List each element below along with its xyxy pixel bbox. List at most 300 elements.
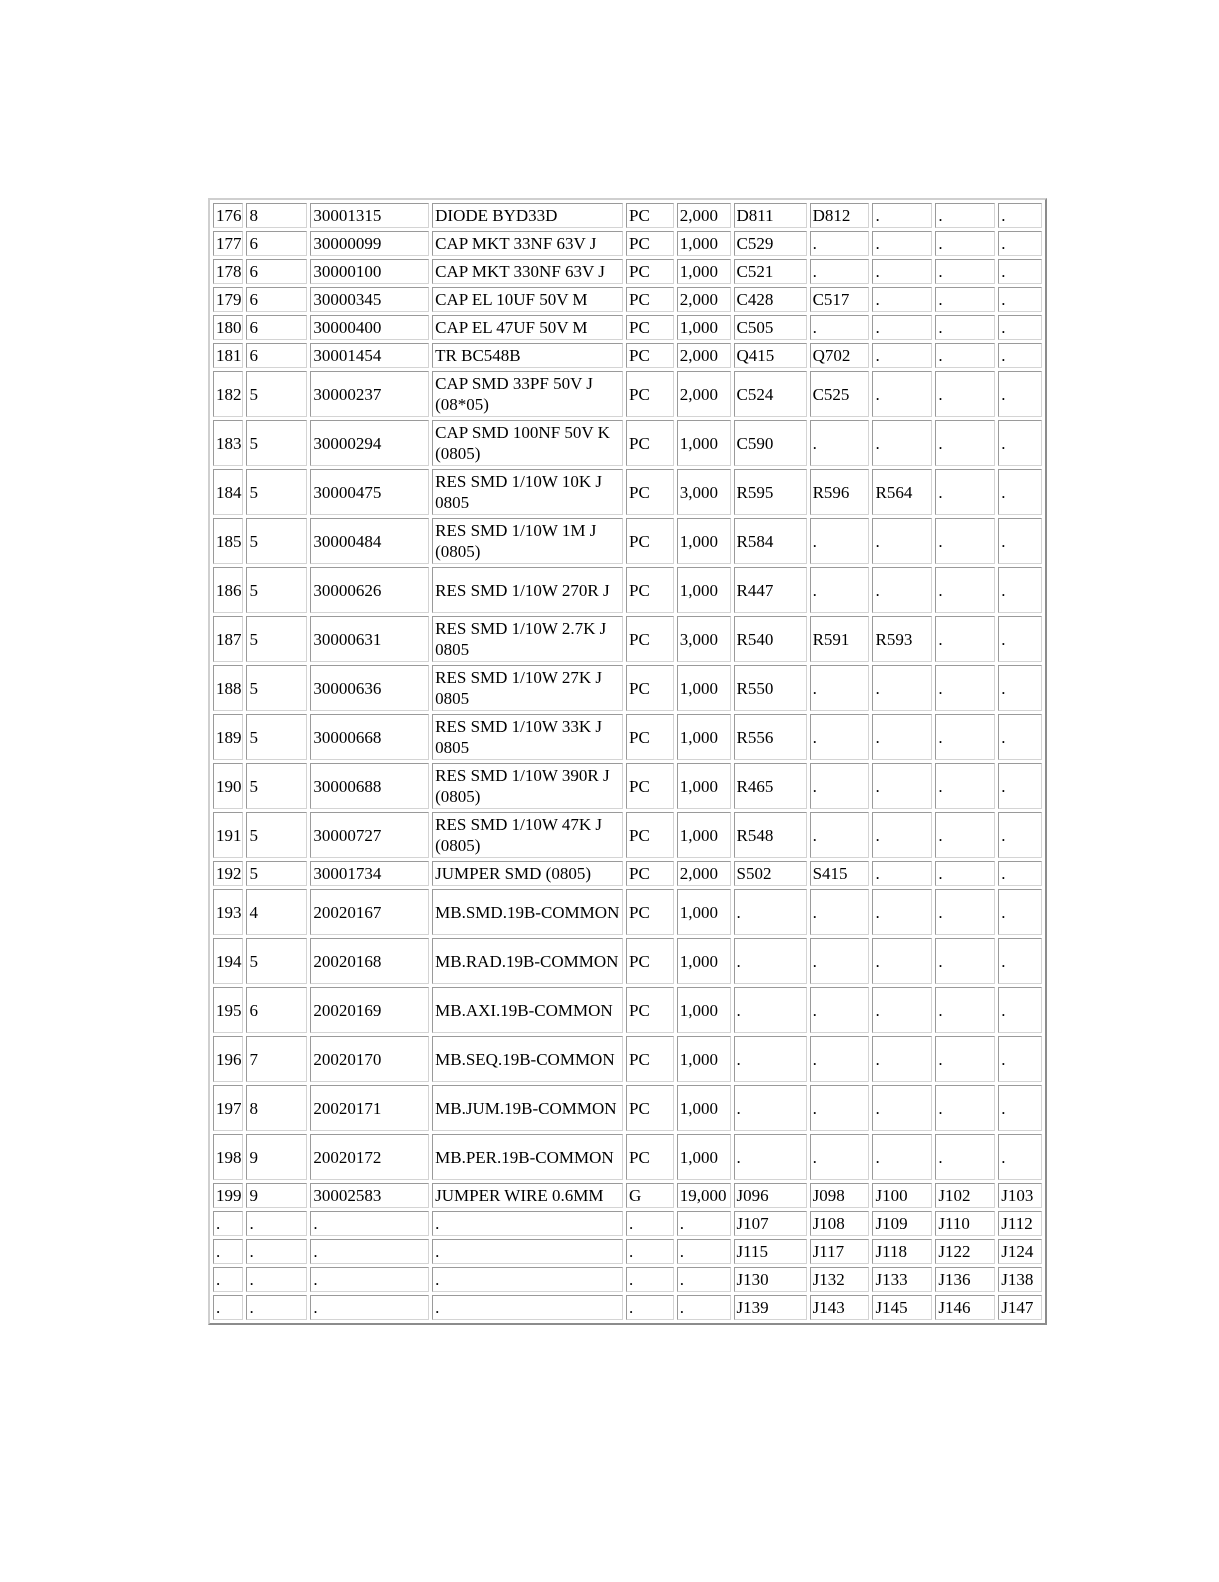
table-row (213, 469, 1042, 515)
unit-cell: PC (626, 203, 674, 228)
ref-2-cell: R596 (810, 469, 870, 515)
quantity-cell: 1,000 (677, 567, 731, 613)
unit-cell: G (626, 1183, 674, 1208)
ref-5-cell: . (998, 315, 1042, 340)
ref-2-cell: . (810, 420, 870, 466)
unit-cell: PC (626, 1036, 674, 1082)
part-number-cell: 30000626 (310, 567, 429, 613)
ref-1-cell: C521 (734, 259, 807, 284)
quantity-cell: 1,000 (677, 420, 731, 466)
ref-3-cell: R564 (872, 469, 932, 515)
ref-4-cell: . (935, 812, 995, 858)
ref-1-cell: R548 (734, 812, 807, 858)
ref-2-cell: S415 (810, 861, 870, 886)
item-no-cell: 187 (213, 616, 243, 662)
ref-5-cell: J138 (998, 1267, 1042, 1292)
level-cell: 8 (246, 203, 307, 228)
ref-5-cell: . (998, 203, 1042, 228)
item-no-cell: 190 (213, 763, 243, 809)
quantity-cell: 1,000 (677, 518, 731, 564)
part-number-cell: 30000400 (310, 315, 429, 340)
ref-5-cell: . (998, 1036, 1042, 1082)
ref-2-cell: . (810, 714, 870, 760)
level-cell: 5 (246, 518, 307, 564)
item-no-cell: 192 (213, 861, 243, 886)
ref-3-cell: R593 (872, 616, 932, 662)
ref-2-cell: . (810, 812, 870, 858)
description-cell: RES SMD 1/10W 33K J 0805 (432, 714, 623, 760)
item-no-cell: 177 (213, 231, 243, 256)
unit-cell: PC (626, 889, 674, 935)
ref-3-cell: J145 (872, 1295, 932, 1320)
ref-5-cell: . (998, 616, 1042, 662)
unit-cell: PC (626, 616, 674, 662)
description-cell: CAP EL 47UF 50V M (432, 315, 623, 340)
table-row (213, 1295, 1042, 1320)
table-row (213, 1267, 1042, 1292)
ref-1-cell: J139 (734, 1295, 807, 1320)
level-cell: 7 (246, 1036, 307, 1082)
description-cell: MB.SMD.19B-COMMON (432, 889, 623, 935)
level-cell: 5 (246, 469, 307, 515)
quantity-cell: 1,000 (677, 665, 731, 711)
description-cell: . (432, 1267, 623, 1292)
ref-1-cell: C529 (734, 231, 807, 256)
description-cell: . (432, 1239, 623, 1264)
part-number-cell: 30002583 (310, 1183, 429, 1208)
ref-1-cell: C524 (734, 371, 807, 417)
part-number-cell: 20020167 (310, 889, 429, 935)
level-cell: 6 (246, 987, 307, 1033)
ref-4-cell: J122 (935, 1239, 995, 1264)
item-no-cell: 176 (213, 203, 243, 228)
part-number-cell: 30000345 (310, 287, 429, 312)
ref-2-cell: . (810, 567, 870, 613)
part-number-cell: 20020168 (310, 938, 429, 984)
description-cell: CAP SMD 33PF 50V J (08*05) (432, 371, 623, 417)
ref-3-cell: . (872, 987, 932, 1033)
table-row (213, 567, 1042, 613)
level-cell: . (246, 1239, 307, 1264)
part-number-cell: 20020169 (310, 987, 429, 1033)
ref-3-cell: J100 (872, 1183, 932, 1208)
item-no-cell: 179 (213, 287, 243, 312)
ref-1-cell: R550 (734, 665, 807, 711)
item-no-cell: 188 (213, 665, 243, 711)
ref-5-cell: . (998, 1085, 1042, 1131)
unit-cell: PC (626, 812, 674, 858)
item-no-cell: 186 (213, 567, 243, 613)
ref-3-cell: J109 (872, 1211, 932, 1236)
ref-5-cell: . (998, 231, 1042, 256)
ref-1-cell: C505 (734, 315, 807, 340)
quantity-cell: 3,000 (677, 469, 731, 515)
ref-4-cell: . (935, 203, 995, 228)
part-number-cell: 20020172 (310, 1134, 429, 1180)
ref-1-cell: . (734, 889, 807, 935)
level-cell: 5 (246, 812, 307, 858)
ref-2-cell: . (810, 987, 870, 1033)
ref-2-cell: Q702 (810, 343, 870, 368)
ref-2-cell: . (810, 231, 870, 256)
unit-cell: PC (626, 231, 674, 256)
table-row (213, 987, 1042, 1033)
item-no-cell: 191 (213, 812, 243, 858)
ref-1-cell: J130 (734, 1267, 807, 1292)
table-row (213, 315, 1042, 340)
level-cell: 6 (246, 231, 307, 256)
unit-cell: . (626, 1211, 674, 1236)
ref-4-cell: . (935, 231, 995, 256)
unit-cell: PC (626, 1134, 674, 1180)
quantity-cell: 2,000 (677, 287, 731, 312)
description-cell: . (432, 1211, 623, 1236)
unit-cell: PC (626, 938, 674, 984)
item-no-cell: 194 (213, 938, 243, 984)
item-no-cell: 197 (213, 1085, 243, 1131)
description-cell: TR BC548B (432, 343, 623, 368)
table-row (213, 1239, 1042, 1264)
unit-cell: . (626, 1239, 674, 1264)
quantity-cell: . (677, 1211, 731, 1236)
ref-3-cell: . (872, 861, 932, 886)
unit-cell: PC (626, 763, 674, 809)
quantity-cell: 1,000 (677, 1036, 731, 1082)
table-row (213, 203, 1042, 228)
ref-4-cell: J146 (935, 1295, 995, 1320)
ref-3-cell: . (872, 1134, 932, 1180)
unit-cell: PC (626, 1085, 674, 1131)
item-no-cell: 193 (213, 889, 243, 935)
ref-5-cell: . (998, 420, 1042, 466)
ref-5-cell: . (998, 987, 1042, 1033)
description-cell: CAP MKT 33NF 63V J (432, 231, 623, 256)
part-number-cell: 30001315 (310, 203, 429, 228)
level-cell: 4 (246, 889, 307, 935)
quantity-cell: 2,000 (677, 861, 731, 886)
ref-1-cell: . (734, 938, 807, 984)
ref-1-cell: . (734, 987, 807, 1033)
part-number-cell: 30001734 (310, 861, 429, 886)
part-number-cell: 30001454 (310, 343, 429, 368)
ref-2-cell: J108 (810, 1211, 870, 1236)
description-cell: RES SMD 1/10W 2.7K J 0805 (432, 616, 623, 662)
level-cell: 6 (246, 343, 307, 368)
quantity-cell: . (677, 1295, 731, 1320)
ref-2-cell: . (810, 763, 870, 809)
ref-3-cell: . (872, 315, 932, 340)
part-number-cell: 30000727 (310, 812, 429, 858)
item-no-cell: 199 (213, 1183, 243, 1208)
level-cell: 5 (246, 763, 307, 809)
ref-3-cell: J118 (872, 1239, 932, 1264)
table-row (213, 1211, 1042, 1236)
ref-3-cell: . (872, 1085, 932, 1131)
ref-4-cell: . (935, 938, 995, 984)
level-cell: 5 (246, 938, 307, 984)
quantity-cell: 1,000 (677, 714, 731, 760)
ref-1-cell: R595 (734, 469, 807, 515)
quantity-cell: 1,000 (677, 938, 731, 984)
unit-cell: PC (626, 343, 674, 368)
ref-2-cell: . (810, 1085, 870, 1131)
part-number-cell: 20020170 (310, 1036, 429, 1082)
ref-1-cell: C590 (734, 420, 807, 466)
table-row (213, 616, 1042, 662)
unit-cell: PC (626, 287, 674, 312)
item-no-cell: 196 (213, 1036, 243, 1082)
item-no-cell: 185 (213, 518, 243, 564)
ref-3-cell: . (872, 287, 932, 312)
unit-cell: PC (626, 987, 674, 1033)
table-row (213, 1134, 1042, 1180)
quantity-cell: . (677, 1267, 731, 1292)
item-no-cell: 181 (213, 343, 243, 368)
part-number-cell: . (310, 1295, 429, 1320)
ref-4-cell: . (935, 889, 995, 935)
item-no-cell: 198 (213, 1134, 243, 1180)
part-number-cell: 30000294 (310, 420, 429, 466)
quantity-cell: 1,000 (677, 259, 731, 284)
unit-cell: PC (626, 567, 674, 613)
ref-3-cell: . (872, 812, 932, 858)
ref-3-cell: . (872, 371, 932, 417)
description-cell: RES SMD 1/10W 1M J (0805) (432, 518, 623, 564)
ref-1-cell: J096 (734, 1183, 807, 1208)
ref-1-cell: R556 (734, 714, 807, 760)
unit-cell: PC (626, 420, 674, 466)
ref-2-cell: . (810, 1036, 870, 1082)
item-no-cell: 178 (213, 259, 243, 284)
quantity-cell: 2,000 (677, 343, 731, 368)
level-cell: 8 (246, 1085, 307, 1131)
level-cell: 9 (246, 1183, 307, 1208)
ref-1-cell: J107 (734, 1211, 807, 1236)
table-row (213, 889, 1042, 935)
level-cell: 5 (246, 567, 307, 613)
ref-5-cell: . (998, 861, 1042, 886)
table-row (213, 1183, 1042, 1208)
item-no-cell: 195 (213, 987, 243, 1033)
quantity-cell: 19,000 (677, 1183, 731, 1208)
part-number-cell: . (310, 1267, 429, 1292)
unit-cell: PC (626, 371, 674, 417)
ref-4-cell: . (935, 1134, 995, 1180)
ref-3-cell: . (872, 259, 932, 284)
quantity-cell: 1,000 (677, 987, 731, 1033)
ref-2-cell: . (810, 259, 870, 284)
part-number-cell: 30000636 (310, 665, 429, 711)
ref-3-cell: . (872, 1036, 932, 1082)
ref-1-cell: . (734, 1036, 807, 1082)
level-cell: 5 (246, 420, 307, 466)
ref-1-cell: D811 (734, 203, 807, 228)
ref-2-cell: J098 (810, 1183, 870, 1208)
table-row (213, 1085, 1042, 1131)
table-row (213, 231, 1042, 256)
ref-5-cell: . (998, 812, 1042, 858)
table-row (213, 714, 1042, 760)
ref-2-cell: . (810, 315, 870, 340)
ref-1-cell: Q415 (734, 343, 807, 368)
unit-cell: PC (626, 469, 674, 515)
level-cell: . (246, 1211, 307, 1236)
unit-cell: . (626, 1267, 674, 1292)
ref-4-cell: . (935, 518, 995, 564)
quantity-cell: 1,000 (677, 812, 731, 858)
ref-2-cell: R591 (810, 616, 870, 662)
ref-4-cell: . (935, 763, 995, 809)
ref-1-cell: R447 (734, 567, 807, 613)
item-no-cell: . (213, 1267, 243, 1292)
description-cell: MB.AXI.19B-COMMON (432, 987, 623, 1033)
ref-5-cell: . (998, 343, 1042, 368)
ref-1-cell: . (734, 1134, 807, 1180)
ref-5-cell: . (998, 763, 1042, 809)
part-number-cell: . (310, 1239, 429, 1264)
level-cell: 5 (246, 861, 307, 886)
ref-5-cell: . (998, 938, 1042, 984)
unit-cell: PC (626, 861, 674, 886)
item-no-cell: . (213, 1295, 243, 1320)
ref-2-cell: C517 (810, 287, 870, 312)
ref-5-cell: . (998, 714, 1042, 760)
description-cell: RES SMD 1/10W 27K J 0805 (432, 665, 623, 711)
ref-3-cell: . (872, 343, 932, 368)
description-cell: CAP SMD 100NF 50V K (0805) (432, 420, 623, 466)
ref-3-cell: . (872, 203, 932, 228)
ref-2-cell: . (810, 889, 870, 935)
ref-1-cell: C428 (734, 287, 807, 312)
part-number-cell: 30000688 (310, 763, 429, 809)
ref-4-cell: . (935, 420, 995, 466)
part-number-cell: . (310, 1211, 429, 1236)
unit-cell: PC (626, 714, 674, 760)
item-no-cell: 183 (213, 420, 243, 466)
ref-3-cell: J133 (872, 1267, 932, 1292)
description-cell: RES SMD 1/10W 270R J (432, 567, 623, 613)
unit-cell: PC (626, 259, 674, 284)
level-cell: 5 (246, 616, 307, 662)
item-no-cell: 182 (213, 371, 243, 417)
quantity-cell: 1,000 (677, 889, 731, 935)
ref-4-cell: J102 (935, 1183, 995, 1208)
ref-1-cell: S502 (734, 861, 807, 886)
description-cell: MB.SEQ.19B-COMMON (432, 1036, 623, 1082)
ref-4-cell: . (935, 343, 995, 368)
quantity-cell: 3,000 (677, 616, 731, 662)
unit-cell: . (626, 1295, 674, 1320)
ref-4-cell: . (935, 665, 995, 711)
quantity-cell: 1,000 (677, 1134, 731, 1180)
item-no-cell: 189 (213, 714, 243, 760)
table-row (213, 259, 1042, 284)
table-row (213, 343, 1042, 368)
ref-1-cell: R584 (734, 518, 807, 564)
item-no-cell: . (213, 1239, 243, 1264)
ref-2-cell: . (810, 1134, 870, 1180)
ref-4-cell: J110 (935, 1211, 995, 1236)
ref-3-cell: . (872, 518, 932, 564)
table-row (213, 371, 1042, 417)
ref-5-cell: . (998, 1134, 1042, 1180)
description-cell: RES SMD 1/10W 390R J (0805) (432, 763, 623, 809)
ref-4-cell: . (935, 567, 995, 613)
ref-4-cell: . (935, 259, 995, 284)
ref-4-cell: . (935, 861, 995, 886)
quantity-cell: . (677, 1239, 731, 1264)
ref-5-cell: . (998, 259, 1042, 284)
ref-1-cell: J115 (734, 1239, 807, 1264)
ref-1-cell: R540 (734, 616, 807, 662)
part-number-cell: 30000100 (310, 259, 429, 284)
ref-3-cell: . (872, 567, 932, 613)
item-no-cell: 184 (213, 469, 243, 515)
ref-4-cell: . (935, 287, 995, 312)
ref-3-cell: . (872, 714, 932, 760)
table-row (213, 1036, 1042, 1082)
table-row (213, 861, 1042, 886)
table-row (213, 420, 1042, 466)
part-number-cell: 30000237 (310, 371, 429, 417)
description-cell: JUMPER SMD (0805) (432, 861, 623, 886)
part-number-cell: 30000475 (310, 469, 429, 515)
ref-5-cell: . (998, 469, 1042, 515)
level-cell: 9 (246, 1134, 307, 1180)
table-row (213, 812, 1042, 858)
ref-5-cell: J103 (998, 1183, 1042, 1208)
ref-4-cell: . (935, 469, 995, 515)
ref-4-cell: . (935, 371, 995, 417)
description-cell: MB.RAD.19B-COMMON (432, 938, 623, 984)
ref-3-cell: . (872, 763, 932, 809)
ref-5-cell: . (998, 287, 1042, 312)
ref-3-cell: . (872, 889, 932, 935)
ref-3-cell: . (872, 420, 932, 466)
description-cell: CAP MKT 330NF 63V J (432, 259, 623, 284)
ref-2-cell: J143 (810, 1295, 870, 1320)
ref-2-cell: . (810, 518, 870, 564)
ref-5-cell: . (998, 518, 1042, 564)
level-cell: 6 (246, 315, 307, 340)
quantity-cell: 1,000 (677, 315, 731, 340)
quantity-cell: 1,000 (677, 1085, 731, 1131)
part-number-cell: 30000484 (310, 518, 429, 564)
ref-5-cell: . (998, 567, 1042, 613)
part-number-cell: 30000631 (310, 616, 429, 662)
quantity-cell: 2,000 (677, 371, 731, 417)
item-no-cell: 180 (213, 315, 243, 340)
level-cell: . (246, 1267, 307, 1292)
description-cell: RES SMD 1/10W 10K J 0805 (432, 469, 623, 515)
level-cell: 6 (246, 259, 307, 284)
ref-2-cell: J132 (810, 1267, 870, 1292)
description-cell: RES SMD 1/10W 47K J (0805) (432, 812, 623, 858)
table-row (213, 518, 1042, 564)
table-row (213, 763, 1042, 809)
description-cell: CAP EL 10UF 50V M (432, 287, 623, 312)
unit-cell: PC (626, 518, 674, 564)
part-number-cell: 30000668 (310, 714, 429, 760)
unit-cell: PC (626, 665, 674, 711)
ref-5-cell: . (998, 665, 1042, 711)
description-cell: MB.JUM.19B-COMMON (432, 1085, 623, 1131)
ref-5-cell: J112 (998, 1211, 1042, 1236)
ref-4-cell: . (935, 987, 995, 1033)
part-number-cell: 20020171 (310, 1085, 429, 1131)
description-cell: JUMPER WIRE 0.6MM (432, 1183, 623, 1208)
ref-5-cell: . (998, 889, 1042, 935)
